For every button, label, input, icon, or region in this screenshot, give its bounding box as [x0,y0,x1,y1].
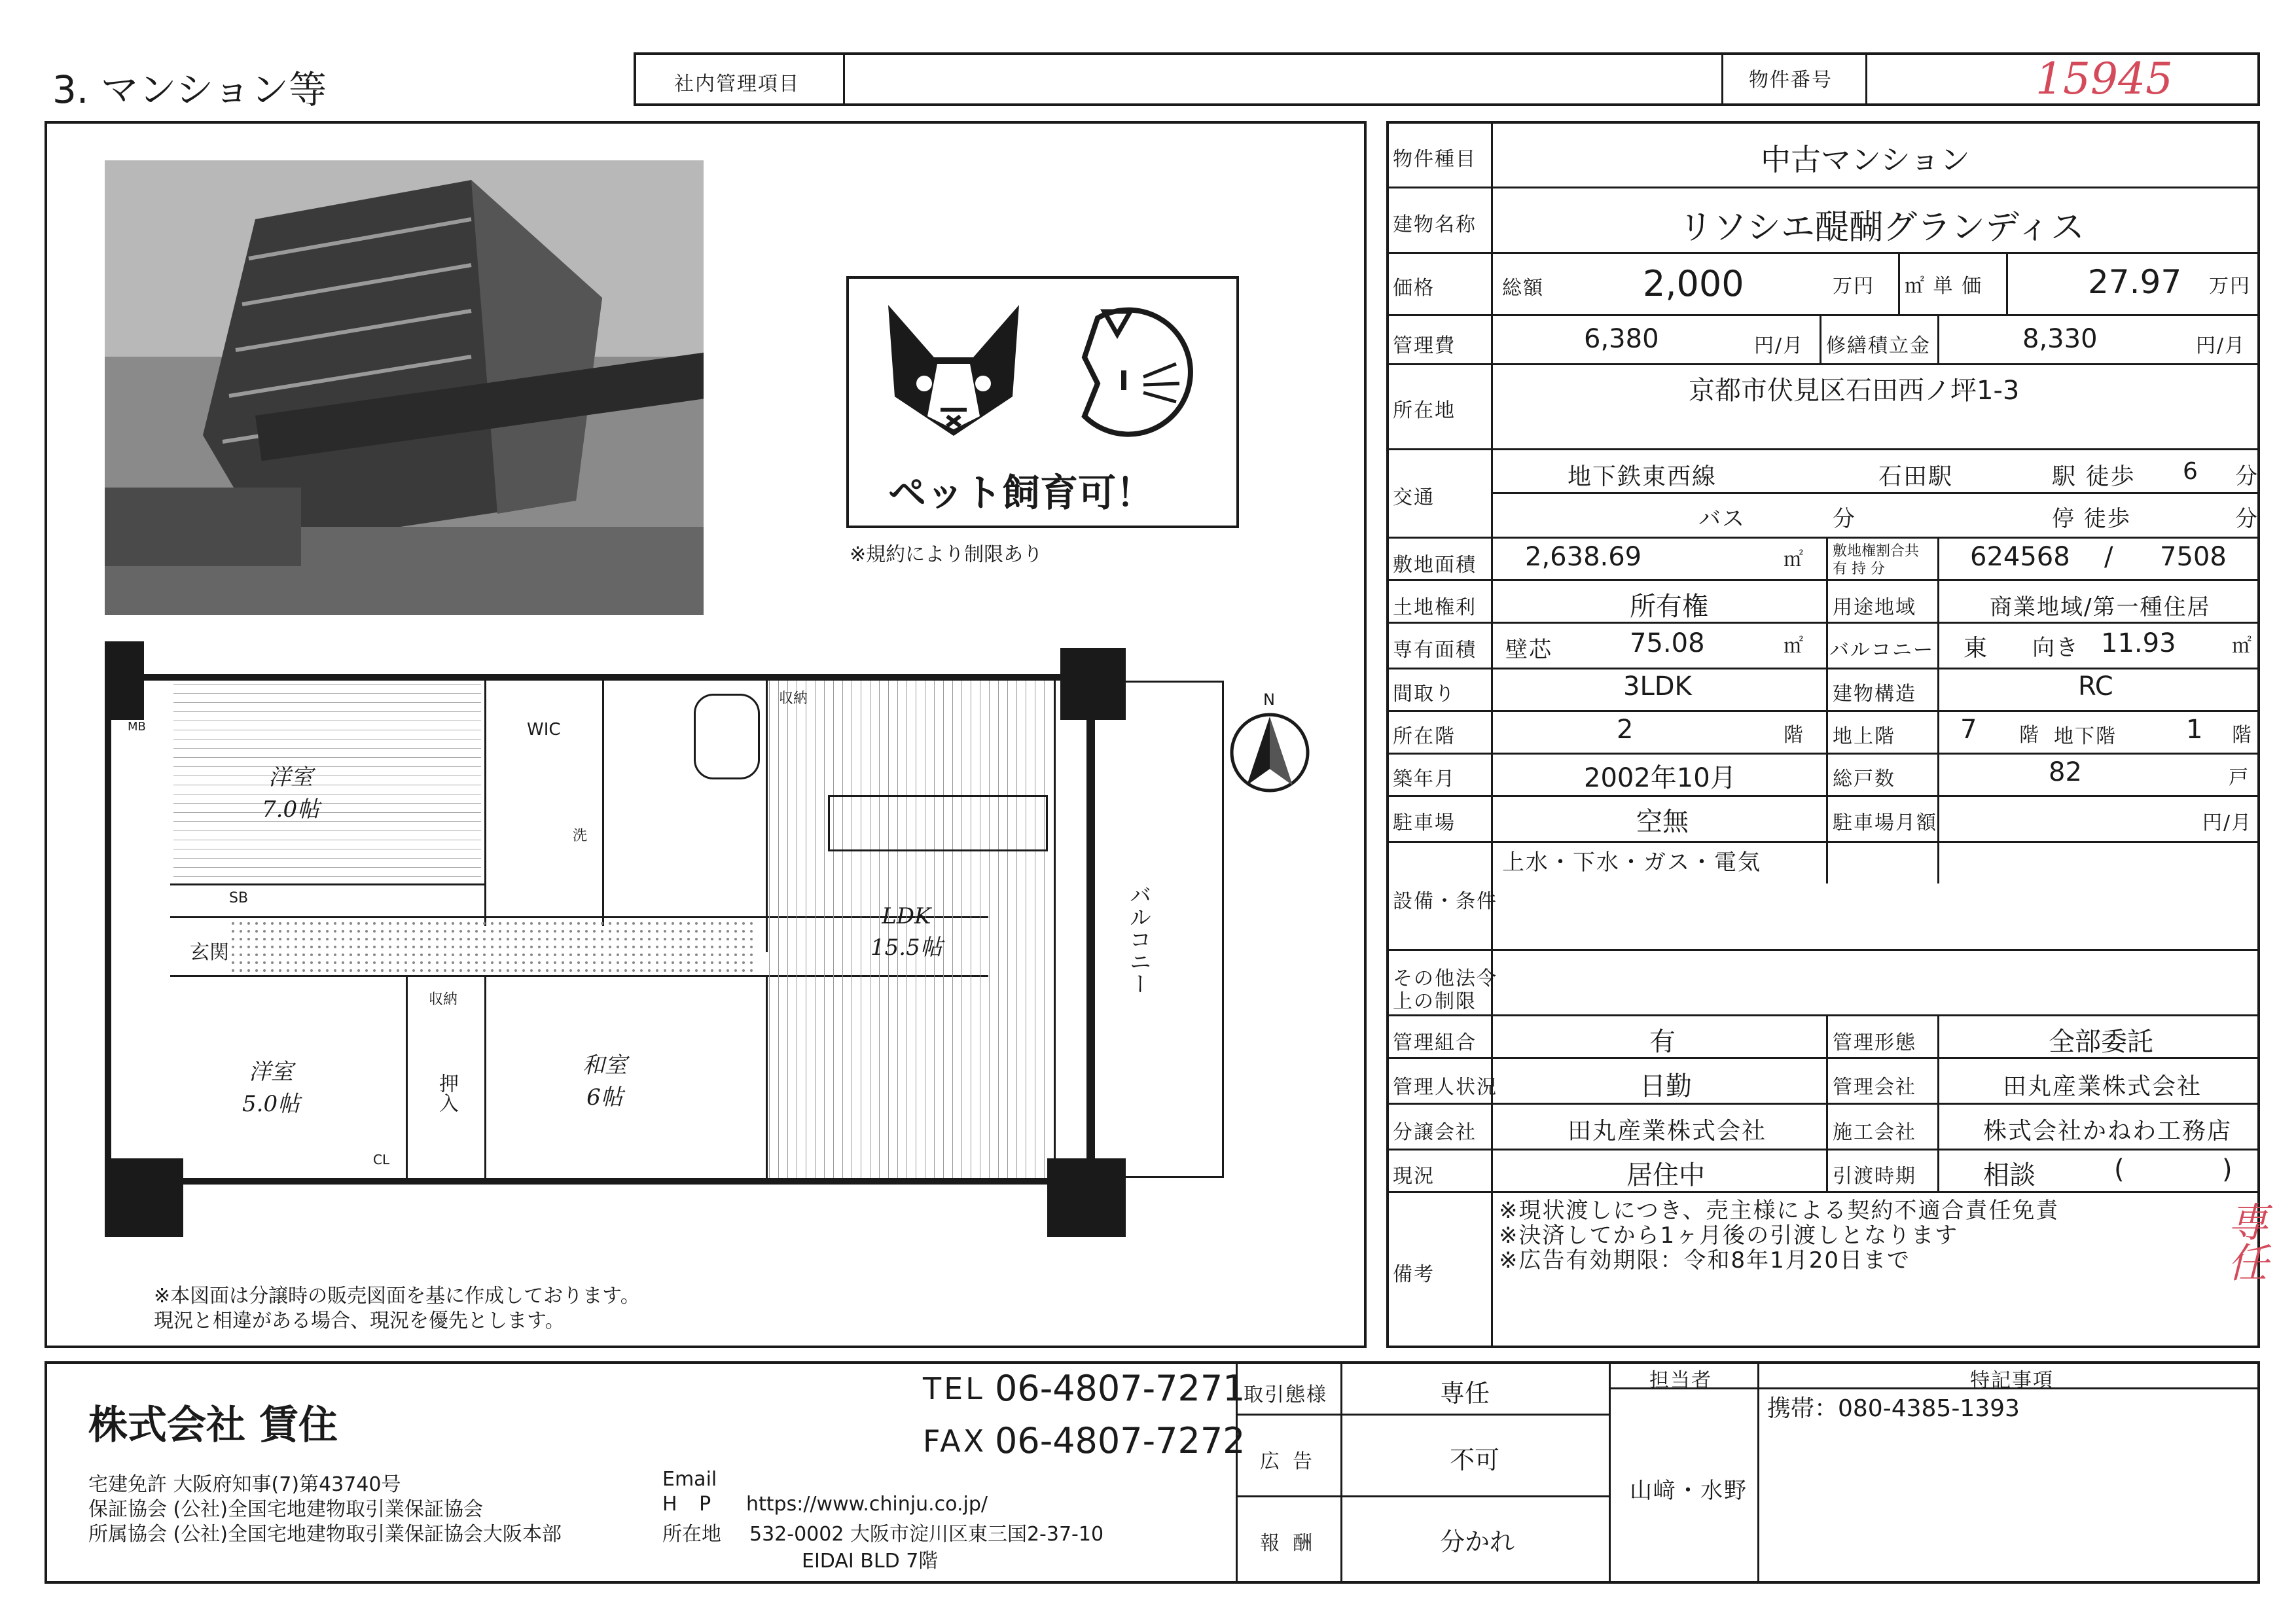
room-cl: CL [373,1152,390,1168]
mgmt-fee-unit: 円/月 [1754,334,1804,357]
mgmt-fee-label: 管理費 [1393,334,1456,357]
mgmt-co-value: 田丸産業株式会社 [2003,1073,2202,1100]
share-num: 624568 [1970,542,2070,572]
assoc-label: 管理組合 [1393,1031,1477,1054]
tel-label: TEL [923,1371,985,1406]
land-area-label: 敷地面積 [1393,554,1477,577]
room-genkan: 玄関 [190,941,229,964]
room-sb: SB [229,890,249,906]
room-washitsu: 和室 6帖 [583,1052,627,1111]
unit-price-unit: 万円 [2209,275,2251,298]
room-wash: 洗 [573,828,588,844]
units-label: 総戸数 [1833,768,1895,791]
balcony-dir: 東 [1964,635,1989,662]
handover-paren-open: ( [2114,1154,2125,1185]
share-label-1: 敷地権割合共 [1833,543,1920,560]
assoc-value: 有 [1649,1027,1676,1057]
bus-label: バス [1698,506,1746,532]
fax-value: 06-4807-7272 [995,1420,1246,1461]
balcony-area-unit: ㎡ [2232,635,2253,658]
mgmt-type-label: 管理形態 [1833,1031,1916,1054]
builder-label: 施工会社 [1833,1121,1916,1144]
building-photo [105,160,704,615]
seller-value: 田丸産業株式会社 [1568,1118,1767,1145]
manager-value: 日勤 [1640,1071,1692,1101]
staff-label: 担当者 [1649,1369,1712,1392]
share-sep: / [2104,542,2113,572]
handover-paren-close: ) [2222,1154,2233,1185]
balcony-dir-suffix: 向き [2032,635,2079,661]
zoning-label: 用途地域 [1833,596,1916,619]
north-arrow-icon [1224,694,1316,798]
floor-area-unit: ㎡ [1784,635,1804,658]
parking-fee-label: 駐車場月額 [1833,812,1937,834]
land-right-value: 所有権 [1630,592,1708,622]
built-value: 2002年10月 [1584,763,1736,793]
floor-area-value: 75.08 [1630,628,1705,658]
staff-value: 山﨑・水野 [1630,1478,1748,1504]
remarks-label: 備考 [1393,1263,1435,1286]
structure-label: 建物構造 [1833,683,1916,705]
bus-min-label: 分 [1833,506,1856,532]
floor-unit: 階 [1784,724,1804,747]
layout-value: 3LDK [1623,671,1692,702]
balcony-area: 11.93 [2101,628,2176,658]
price-unit: 万円 [1833,275,1874,298]
floor-area-label: 専有面積 [1393,639,1477,662]
deal-label: 取引態様 [1244,1383,1327,1406]
room-western-1: 洋室 7.0帖 [262,764,320,823]
floor-plan [65,628,1275,1250]
zoning-value: 商業地域/第一種住居 [1990,594,2211,620]
addr-value: 532-0002 大阪市淀川区東三国2-37-10 [749,1523,1104,1546]
kind-value: 中古マンション [1761,142,1970,177]
cat-icon [1058,298,1209,442]
share-den: 7508 [2160,542,2227,572]
legal-label-2: 上の制限 [1393,990,1477,1013]
below-label: 地下階 [2054,725,2117,748]
room-mb: MB [128,720,146,734]
special-label: 特記事項 [1970,1369,2054,1392]
fee-value: 分かれ [1440,1527,1515,1556]
spec-table [1386,121,2260,1348]
property-no-label: 物件番号 [1749,69,1833,92]
kind-label: 物件種目 [1393,148,1477,171]
pet-allowed-label: ペット飼育可！ [888,471,1155,515]
manager-label: 管理人状況 [1393,1076,1498,1099]
layout-label: 間取り [1393,683,1456,705]
traffic-label: 交通 [1393,486,1435,509]
remark-2: ※決済してから1ヶ月後の引渡しとなります [1499,1222,1959,1249]
land-area-value: 2,638.69 [1525,542,1642,572]
stamp: 専任 [2221,1201,2269,1282]
floor-label: 所在階 [1393,725,1456,748]
built-label: 築年月 [1393,768,1456,791]
units-value: 82 [2049,757,2082,787]
station-walk-label: 駅 徒歩 [2052,463,2136,490]
address-value: 京都市伏見区石田西ノ坪1-3 [1689,376,2020,406]
page-title: 3. マンション等 [52,67,327,112]
hp-label: H P [662,1493,719,1516]
seller-label: 分譲会社 [1393,1121,1477,1144]
license: 宅建免許 大阪府知事(7)第43740号 [88,1473,401,1496]
internal-label: 社内管理項目 [674,73,800,96]
mgmt-fee-value: 6,380 [1584,324,1659,354]
price-label: 価格 [1393,277,1435,300]
repair-unit: 円/月 [2196,334,2246,357]
balcony-label: バルコニー [1829,639,1934,662]
room-balcony: バルコニー [1125,883,1151,995]
station-walk-value: 6 [2183,458,2199,485]
status-label: 現況 [1393,1165,1435,1188]
company-name: 株式会社 賃住 [88,1402,338,1448]
fee-label: 報酬 [1260,1532,1325,1555]
unit-price-label: ㎡ 単 価 [1905,275,1983,298]
special-value: 携帯：080-4385-1393 [1767,1395,2020,1422]
room-wic: WIC [527,720,561,740]
ad-value: 不可 [1450,1446,1500,1474]
station-walk-unit: 分 [2235,463,2259,490]
parking-value: 空無 [1636,807,1689,837]
plan-note-1: ※本図面は分譲時の販売図面を基に作成しております。 [154,1285,640,1308]
room-storage-2: 収納 [429,991,458,1008]
station-value: 石田駅 [1878,463,1954,490]
stop-walk-unit: 分 [2235,506,2259,532]
tel-value: 06-4807-7271 [995,1368,1246,1409]
addr-building: EIDAI BLD 7階 [802,1550,939,1573]
legal-label-1: その他法令 [1393,967,1498,990]
header-bar [634,52,2260,106]
pet-allowed-panel [846,276,1239,528]
structure-value: RC [2078,671,2113,702]
property-no: 15945 [2036,54,2173,104]
deal-value: 専任 [1440,1379,1490,1408]
dog-icon [875,298,1032,449]
room-storage-1: 収納 [779,690,808,707]
units-unit: 戸 [2229,766,2250,789]
share-label-2: 有 持 分 [1833,561,1885,577]
repair-value: 8,330 [2022,324,2098,354]
parking-label: 駐車場 [1393,812,1456,834]
unit-price-value: 27.97 [2088,263,2182,301]
price-total-label: 総額 [1502,277,1544,300]
room-oshiire: 押入 [435,1073,458,1113]
below-value: 1 [2186,715,2203,745]
price-value: 2,000 [1643,263,1744,304]
pet-note: ※規約により制限あり [850,543,1043,566]
guarantee: 保証協会 (公社)全国宅地建物取引業保証協会 [88,1498,483,1521]
fax-label: FAX [923,1423,987,1459]
builder-value: 株式会社かねわ工務店 [1983,1118,2233,1145]
email-label: Email [662,1468,717,1491]
name-value: リソシエ醍醐グランディス [1679,208,2085,247]
status-value: 居住中 [1626,1160,1705,1190]
facility-label: 設備・条件 [1393,890,1498,913]
handover-value: 相談 [1983,1160,2036,1190]
room-western-2: 洋室 5.0帖 [242,1059,300,1117]
line-value: 地下鉄東西線 [1568,463,1717,490]
facility-value: 上水・下水・ガス・電気 [1502,849,1761,876]
association: 所属協会 (公社)全国宅地建物取引業保証協会大阪本部 [88,1523,562,1546]
floor-area-type: 壁芯 [1505,637,1552,663]
ad-label: 広告 [1260,1450,1325,1473]
handover-label: 引渡時期 [1833,1165,1916,1188]
below-unit: 階 [2232,724,2253,747]
mgmt-co-label: 管理会社 [1833,1076,1916,1099]
hp-link[interactable]: https://www.chinju.co.jp/ [746,1493,988,1516]
above-unit: 階 [2019,724,2040,747]
land-area-unit: ㎡ [1784,548,1804,571]
mgmt-type-value: 全部委託 [2049,1027,2153,1057]
room-ldk: LDK 15.5帖 [870,903,942,961]
above-value: 7 [1960,715,1977,745]
remark-1: ※現状渡しにつき、売主様による契約不適合責任免責 [1499,1198,2060,1224]
above-label: 地上階 [1833,725,1895,748]
remark-3: ※広告有効期限：令和8年1月20日まで [1499,1247,1911,1274]
north-label: N [1263,690,1275,709]
plan-note-2: 現況と相違がある場合、現況を優先とします。 [154,1310,565,1332]
parking-fee-unit: 円/月 [2202,812,2253,834]
land-right-label: 土地権利 [1393,596,1477,619]
addr-label: 所在地 [662,1523,721,1546]
name-label: 建物名称 [1393,213,1477,236]
stop-walk-label: 停 徒歩 [2052,506,2131,532]
repair-label: 修繕積立金 [1826,334,1931,357]
address-label: 所在地 [1393,399,1456,422]
floor-value: 2 [1617,715,1634,745]
